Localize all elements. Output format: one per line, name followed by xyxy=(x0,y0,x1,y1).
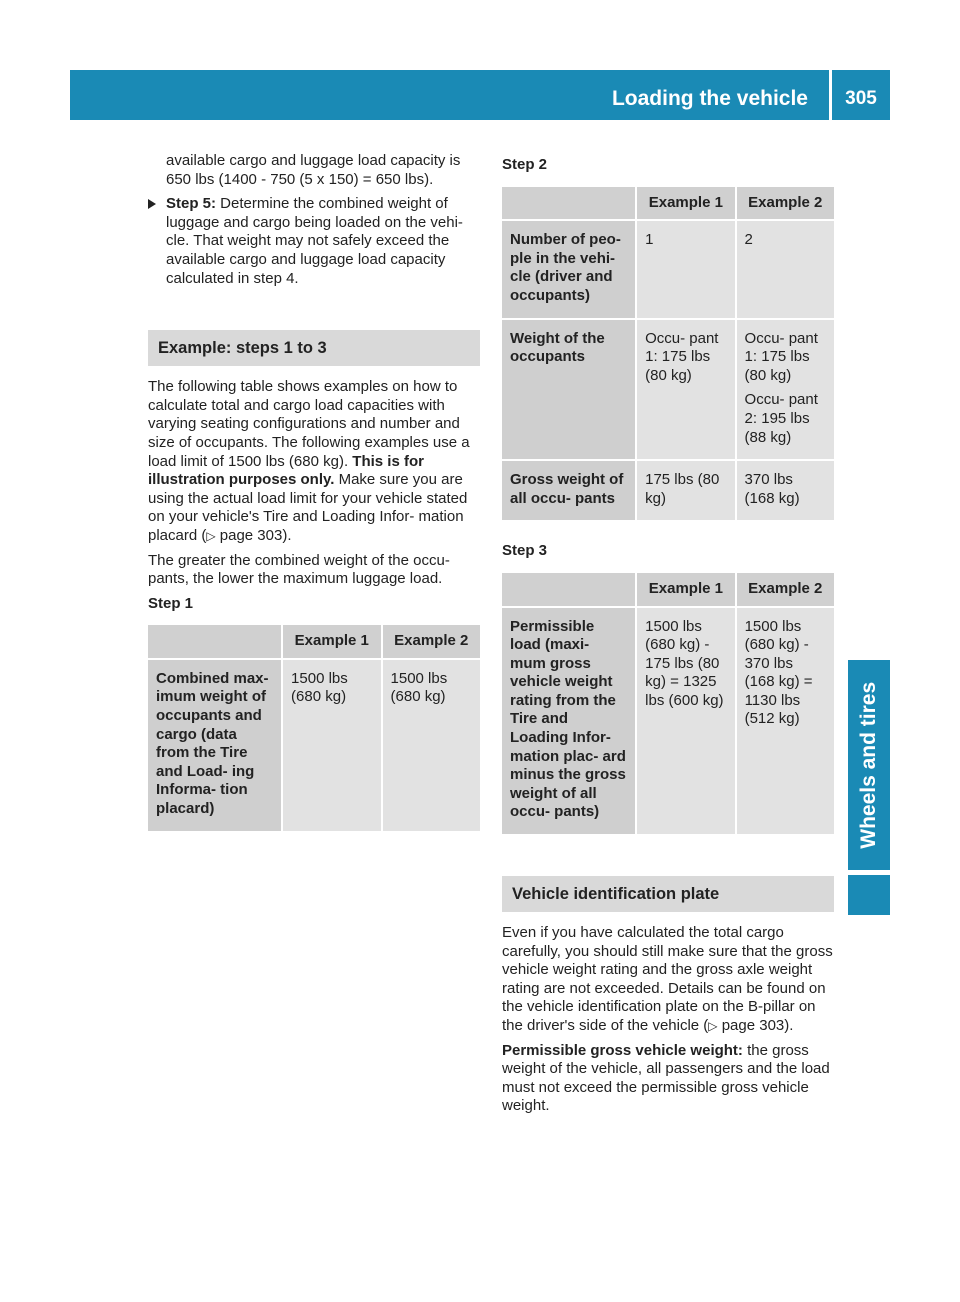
cell-ex1: 1 xyxy=(636,220,735,318)
page-ref-icon: ▷ xyxy=(708,1019,718,1033)
step1-table xyxy=(148,625,480,830)
examples-paragraph xyxy=(148,378,480,545)
page-ref-icon: ▷ xyxy=(206,528,216,543)
examples-bold: This is for illustration purposes only. xyxy=(148,452,424,489)
page-number: 305 xyxy=(845,88,877,109)
bullet-arrow-icon xyxy=(148,199,156,209)
step5-item xyxy=(148,195,480,288)
table-row xyxy=(502,319,834,461)
side-tab-label: Wheels and tires xyxy=(856,681,880,849)
continued-text: available cargo and luggage load capacity is 650 lbs (1400 - 750 (5 x 150) = 650 lbs). xyxy=(166,152,461,188)
id-plate-text: Even if you have calculated the total cargo carefully, you should still make sure that the gross vehicle weight rating and the gross axle weight rating are not exceeded. Details can be found on the vehicle identification plate on the B-pillar on the driver's side of the vehicle ( xyxy=(502,924,833,1034)
examples-text-a: The following table shows examples on how to calculate total and cargo load capacities with varying seating configurations and number and size of occupants. The following examples use a load limit of 1500 lbs (680 kg). xyxy=(148,378,470,470)
cell-ex1: 1500 lbs (680 kg) xyxy=(282,659,381,831)
table-header-ex1: Example 1 xyxy=(282,625,381,659)
gross-weight-label: Permissible gross vehicle weight: xyxy=(502,1041,743,1059)
step1-label: Step 1 xyxy=(148,594,194,612)
table-row xyxy=(148,659,480,831)
examples-page-ref[interactable]: page 303). xyxy=(215,526,292,544)
gross-weight-paragraph xyxy=(502,1042,834,1116)
table-header-empty xyxy=(502,573,636,607)
left-column xyxy=(148,152,480,831)
table-header-ex2: Example 2 xyxy=(382,625,480,659)
row-label: Combined max- imum weight of occupants and cargo (data from the Tire and Load- ing Informa- tion placard) xyxy=(148,659,282,831)
section-heading-id-plate: Vehicle identification plate xyxy=(502,876,834,912)
table-header-row xyxy=(502,573,834,607)
section-heading-examples: Example: steps 1 to 3 xyxy=(148,330,480,366)
table-header-empty xyxy=(502,187,636,221)
cell-ex2: 1500 lbs (680 kg) - 370 lbs (168 kg) = 1130 lbs (512 kg) xyxy=(736,607,834,835)
step5-label: Step 5: xyxy=(166,195,217,213)
step3-table xyxy=(502,573,834,834)
side-tab-marker xyxy=(848,875,890,915)
row-label: Permissible load (maxi- mum gross vehicle weight rating from the Tire and Loading Infor- mation plac- ard minus the gross weight of all occu- pants) xyxy=(502,607,636,835)
step5-text: Determine the combined weight of luggage and cargo being loaded on the vehi- cle. That weight may not safely exceed the available cargo and luggage load capacity calculated in step 4. xyxy=(166,195,463,287)
table-header-ex2: Example 2 xyxy=(736,573,834,607)
table-row xyxy=(502,460,834,520)
table-header-empty xyxy=(148,625,282,659)
cell-ex2: 370 lbs (168 kg) xyxy=(736,460,834,520)
row-label: Number of peo- ple in the vehi- cle (driver and occupants) xyxy=(502,220,636,318)
occupant2-value: Occu- pant 2: 195 lbs (88 kg) xyxy=(744,391,818,446)
table-header-ex2: Example 2 xyxy=(736,187,834,221)
step2-table xyxy=(502,187,834,521)
chapter-title: Loading the vehicle xyxy=(611,87,808,110)
occupant1-value: Occu- pant 1: 175 lbs (80 kg) xyxy=(744,329,818,384)
table-header-row xyxy=(502,187,834,221)
gross-weight-text: the gross weight of the vehicle, all passengers and the load must not exceed the permissible gross vehicle weight. xyxy=(502,1041,830,1115)
step2-label: Step 2 xyxy=(502,156,548,173)
table-row xyxy=(502,607,834,835)
table-header-ex1: Example 1 xyxy=(636,187,735,221)
right-column xyxy=(502,152,834,1122)
row-label: Gross weight of all occu- pants xyxy=(502,460,636,520)
side-tab-label-wrap xyxy=(848,660,890,870)
cell-ex1: 175 lbs (80 kg) xyxy=(636,460,735,520)
cell-ex2: 1500 lbs (680 kg) xyxy=(382,659,480,831)
cell-ex1: 1500 lbs (680 kg) - 175 lbs (80 kg) = 1325 lbs (600 kg) xyxy=(636,607,735,835)
step3-label: Step 3 xyxy=(502,542,548,560)
id-plate-page-ref[interactable]: page 303). xyxy=(717,1017,794,1034)
row-label: Weight of the occupants xyxy=(502,319,636,461)
cell-ex2 xyxy=(736,319,834,461)
cell-ex1: Occu- pant 1: 175 lbs (80 kg) xyxy=(636,319,735,461)
table-row xyxy=(502,220,834,318)
table-header-ex1: Example 1 xyxy=(636,573,735,607)
occupant-weight-paragraph: The greater the combined weight of the occu- pants, the lower the maximum luggage load. xyxy=(148,551,450,588)
id-plate-paragraph xyxy=(502,924,834,1036)
page-header xyxy=(70,70,890,120)
cell-ex2: 2 xyxy=(736,220,834,318)
table-header-row xyxy=(148,625,480,659)
examples-text-b: Make sure you are using the actual load limit for your vehicle stated on your vehicle's Tire and Loading Infor- mation placard ( xyxy=(148,471,468,544)
